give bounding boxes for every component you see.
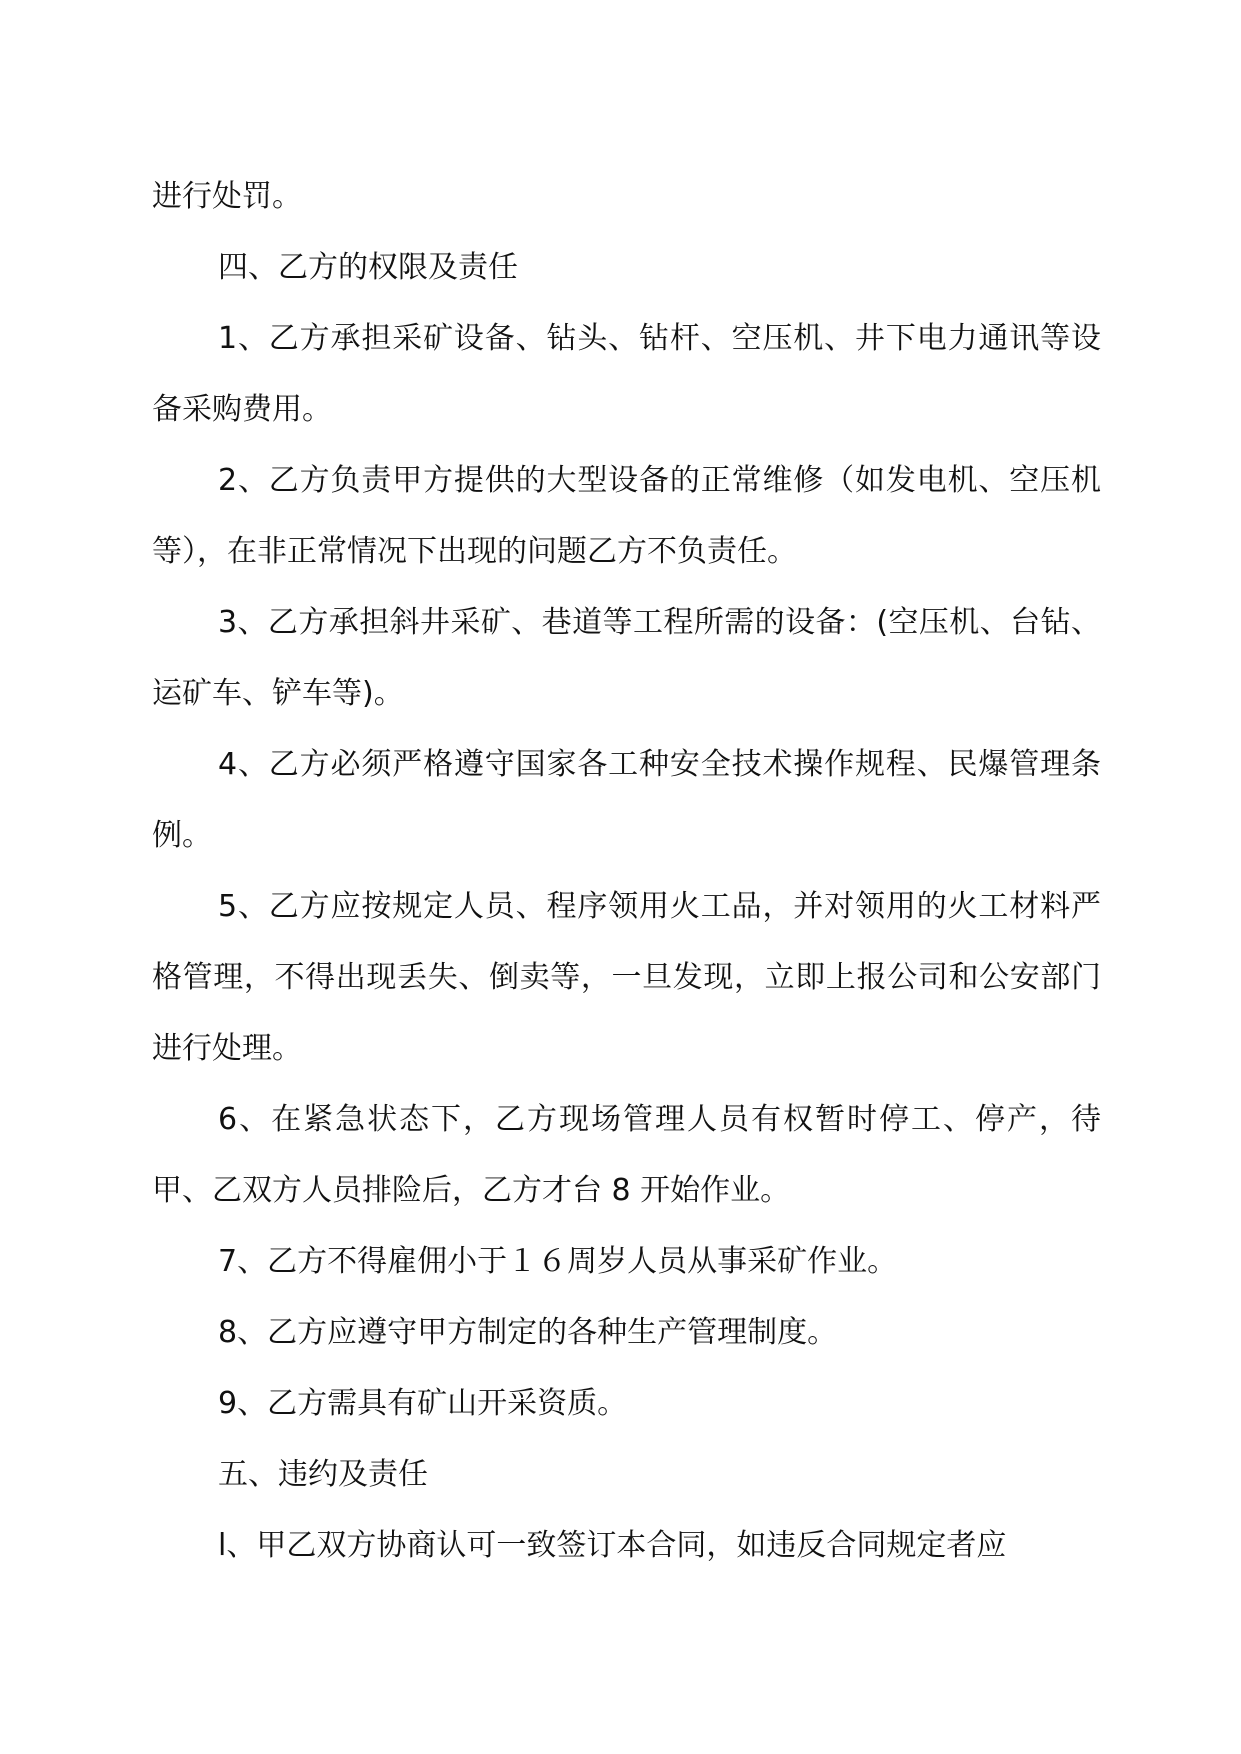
clause-6-emergency-stop: 6、在紧急状态下，乙方现场管理人员有权暂时停工、停产，待甲、乙双方人员排险后，乙方才台 8 开始作业。 (152, 1102, 1101, 1208)
paragraph-penalty-continuation: 进行处罚。 (152, 179, 302, 214)
clause-4-safety-regulations: 4、乙方必须严格遵守国家各工种安全技术操作规程、民爆管理条例。 (152, 747, 1101, 853)
clause-9-mining-qualification: 9、乙方需具有矿山开采资质。 (218, 1386, 628, 1421)
clause-5-explosives-management: 5、乙方应按规定人员、程序领用火工品，并对领用的火工材料严格管理，不得出现丢失、倒卖等，一旦发现，立即上报公司和公安部门进行处理。 (152, 889, 1101, 1066)
section-heading-breach-liability: 五、违约及责任 (218, 1457, 428, 1492)
clause-2-maintenance: 2、乙方负责甲方提供的大型设备的正常维修（如发电机、空压机等），在非正常情况下出现的问题乙方不负责任。 (152, 463, 1101, 569)
clause-1-equipment-costs: 1、乙方承担采矿设备、钻头、钻杆、空压机、井下电力通讯等设备采购费用。 (152, 321, 1101, 427)
clause-1-breach: l、甲乙双方协商认可一致签订本合同，如违反合同规定者应 (218, 1528, 1007, 1563)
clause-8-management-rules: 8、乙方应遵守甲方制定的各种生产管理制度。 (218, 1315, 838, 1350)
clause-7-child-labor: 7、乙方不得雇佣小于１６周岁人员从事采矿作业。 (218, 1244, 898, 1279)
section-heading-party-b-rights: 四、乙方的权限及责任 (218, 250, 518, 285)
clause-3-inclined-shaft-equipment: 3、乙方承担斜井采矿、巷道等工程所需的设备：(空压机、台钻、运矿车、铲车等)。 (152, 605, 1101, 711)
